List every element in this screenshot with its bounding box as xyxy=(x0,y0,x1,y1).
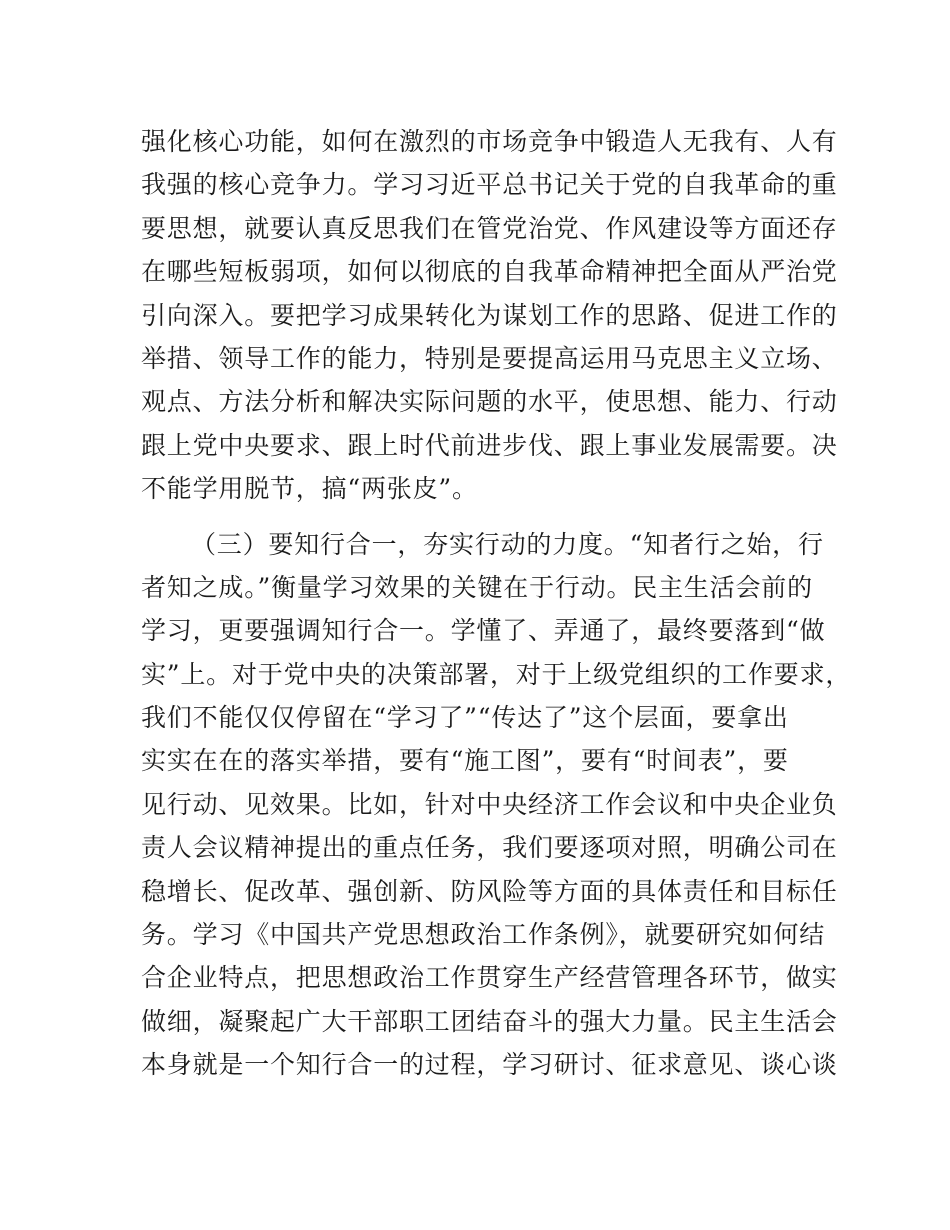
text-line: 者知之成。”衡量学习效果的关键在于行动。民主生活会前的 xyxy=(141,572,813,602)
text-line: 要思想，就要认真反思我们在管党治党、作风建设等方面还存 xyxy=(141,213,838,243)
text-line: 学习，更要强调知行合一。学懂了、弄通了，最终要落到“做 xyxy=(141,616,826,646)
text-line: 举措、领导工作的能力，特别是要提高运用马克思主义立场、 xyxy=(141,343,838,373)
text-line: 实”上。对于党中央的决策部署，对于上级党组织的工作要求， xyxy=(141,659,852,689)
text-line: 不能学用脱节，搞“两张皮”。 xyxy=(141,474,478,504)
text-line: 我强的核心竞争力。学习习近平总书记关于党的自我革命的重 xyxy=(141,170,838,200)
text-line: 我们不能仅仅停留在“学习了”“传达了”这个层面，要拿出 xyxy=(141,703,789,733)
text-line: 做细，凝聚起广大干部职工团结奋斗的强大力量。民主生活会 xyxy=(141,1006,838,1036)
section-heading-line: （三）要知行合一，夯实行动的力度。“知者行之始，行 xyxy=(191,529,824,559)
text-line: 本身就是一个知行合一的过程，学习研讨、征求意见、谈心谈 xyxy=(141,1050,838,1080)
text-line: 见行动、见效果。比如，针对中央经济工作会议和中央企业负 xyxy=(141,789,838,819)
text-line: 稳增长、促改革、强创新、防风险等方面的具体责任和目标任 xyxy=(141,876,838,906)
text-line: 在哪些短板弱项，如何以彻底的自我革命精神把全面从严治党 xyxy=(141,257,838,287)
text-line: 实实在在的落实举措，要有“施工图”，要有“时间表”，要 xyxy=(141,746,789,776)
text-line: 跟上党中央要求、跟上时代前进步伐、跟上事业发展需要。决 xyxy=(141,430,838,460)
body-text xyxy=(141,120,852,1087)
text-line: 合企业特点，把思想政治工作贯穿生产经营管理各环节，做实 xyxy=(141,963,838,993)
text-line: 务。学习《中国共产党思想政治工作条例》，就要研究如何结 xyxy=(141,920,826,950)
text-line: 强化核心功能，如何在激烈的市场竞争中锻造人无我有、人有 xyxy=(141,127,838,156)
text-line: 观点、方法分析和解决实际问题的水平，使思想、能力、行动 xyxy=(141,387,838,417)
text-line: 引向深入。要把学习成果转化为谋划工作的思路、促进工作的 xyxy=(141,300,838,330)
text-line: 责人会议精神提出的重点任务，我们要逐项对照，明确公司在 xyxy=(141,833,838,863)
